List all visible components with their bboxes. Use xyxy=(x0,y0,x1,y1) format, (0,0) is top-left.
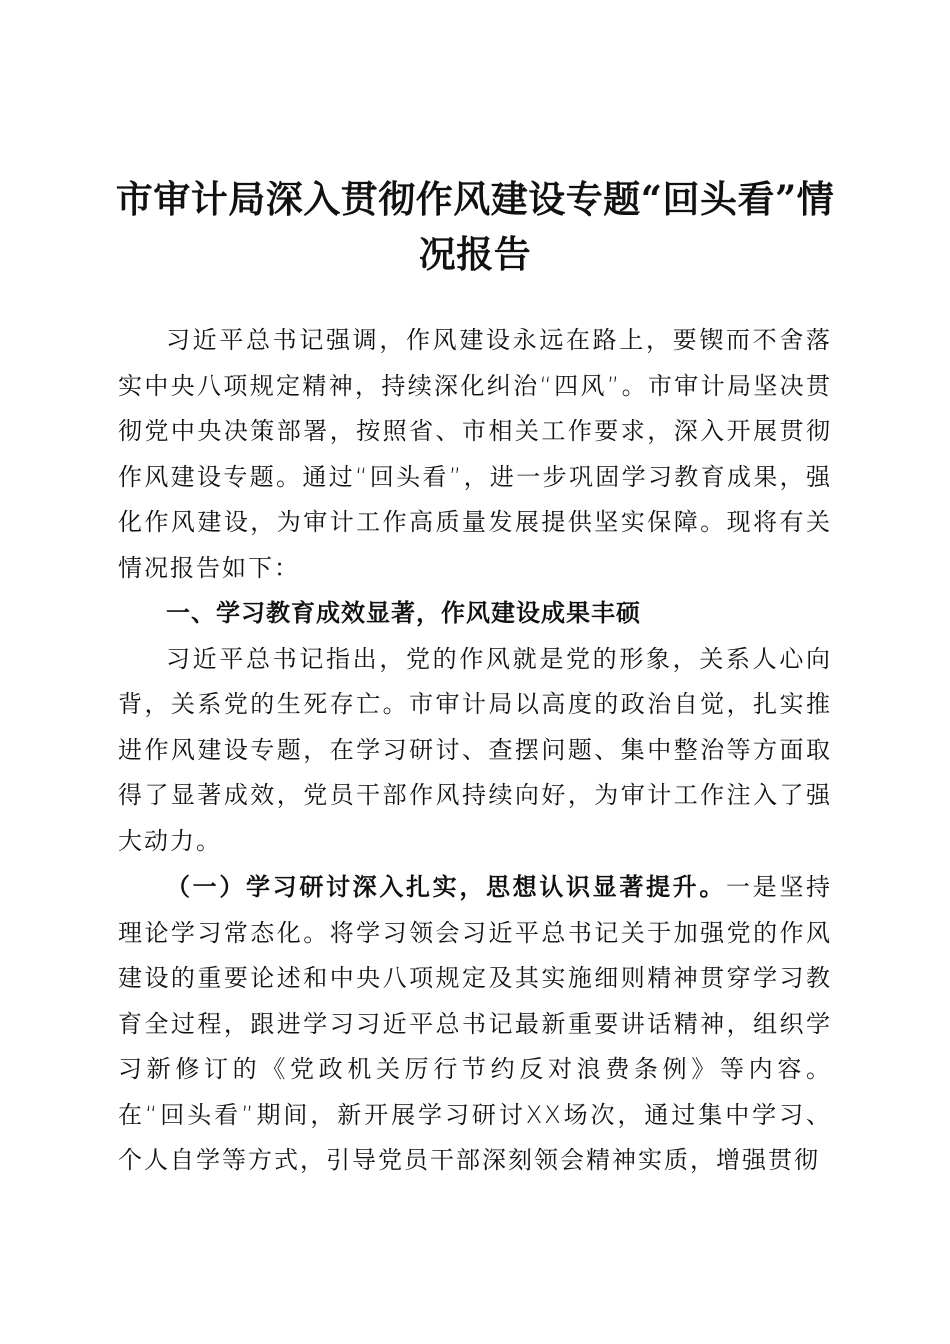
title-line-2: 况报告 xyxy=(418,232,532,276)
title-line-1: 市审计局深入贯彻作风建设专题“回头看”情 xyxy=(115,177,835,221)
section-heading-1: 一、学习教育成效显著，作风建设成果丰硕 xyxy=(166,599,641,627)
subsection-1-text: 一是坚持理论学习常态化。将学习领会习近平总书记关于加强党的作风建设的重要论述和中央八项规定及其实施细则精神贯穿学习教育全过程，跟进学习习近平总书记最新重要讲话精神，组织学习新修订的《党政机关厉行节约反对浪费条例》等内容。在“回头看”期间，新开展学习研讨XX场次，通过集中学习、个人自学等方式，引导党员干部深刻领会精神实质，增强贯彻 xyxy=(118,873,832,1174)
intro-paragraph: 习近平总书记强调，作风建设永远在路上，要锲而不舍落实中央八项规定精神，持续深化纠治“四风”。市审计局坚决贯彻党中央决策部署，按照省、市相关工作要求，深入开展贯彻作风建设专题。通过“回头看”，进一步巩固学习教育成果，强化作风建设，为审计工作高质量发展提供坚实保障。现将有关情况报告如下： xyxy=(118,326,832,582)
document-body xyxy=(118,318,832,1184)
document-title xyxy=(110,172,840,282)
subsection-1-paragraph xyxy=(118,864,832,1184)
subsection-1-lead: （一）学习研讨深入扎实，思想认识显著提升。 xyxy=(166,872,726,901)
section-1-paragraph: 习近平总书记指出，党的作风就是党的形象，关系人心向背，关系党的生死存亡。市审计局以高度的政治自觉，扎实推进作风建设专题，在学习研讨、查摆问题、集中整治等方面取得了显著成效，党员干部作风持续向好，为审计工作注入了强大动力。 xyxy=(118,644,832,855)
